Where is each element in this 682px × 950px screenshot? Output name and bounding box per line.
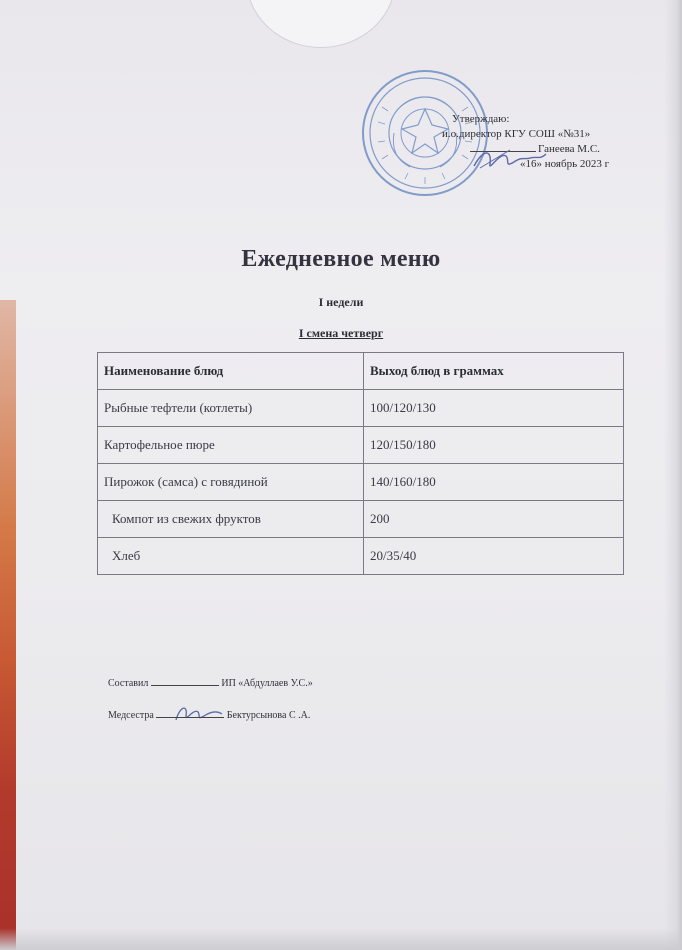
- dish-weight: 20/35/40: [364, 538, 624, 575]
- dish-weight: 120/150/180: [364, 427, 624, 464]
- header-portion-weight: Выход блюд в граммах: [364, 353, 624, 390]
- header-dish-name: Наименование блюд: [98, 353, 364, 390]
- approval-date: «16» ноябрь 2023 г: [520, 158, 610, 170]
- background-strip: [0, 300, 16, 950]
- table-row: [98, 390, 624, 427]
- approval-heading: Утверждаю:: [452, 113, 510, 125]
- dish-name: Хлеб: [98, 538, 364, 575]
- table-row: [98, 538, 624, 575]
- table-row: [98, 427, 624, 464]
- approver-name: Ганеева М.С.: [538, 143, 600, 155]
- dish-name: Картофельное пюре: [98, 427, 364, 464]
- table-row: [98, 501, 624, 538]
- approval-position: и.о.директор КГУ СОШ «№31»: [442, 128, 591, 140]
- dish-name: Компот из свежих фруктов: [98, 501, 364, 538]
- nurse-name: Бектурсынова С .А.: [226, 710, 311, 721]
- week-label: I недели: [318, 295, 364, 309]
- dish-name: Пирожок (самса) с говядиной: [98, 464, 364, 501]
- compiled-signature-blank: [151, 685, 219, 686]
- sheet-edge-right: [664, 0, 682, 950]
- table-row: [98, 464, 624, 501]
- nurse-label: Медсестра: [108, 710, 154, 721]
- dish-weight: 100/120/130: [364, 390, 624, 427]
- menu-table: [97, 352, 624, 575]
- dish-name: Рыбные тефтели (котлеты): [98, 390, 364, 427]
- sheet-edge-bottom: [0, 928, 682, 950]
- folder-cutout: [246, 0, 396, 48]
- compiled-by-line: [108, 678, 313, 689]
- nurse-signature-blank: [156, 717, 224, 718]
- page-title: Ежедневное меню: [241, 246, 441, 272]
- dish-weight: 200: [364, 501, 624, 538]
- shift-label: I смена четверг: [298, 326, 384, 340]
- dish-weight: 140/160/180: [364, 464, 624, 501]
- compiled-name: ИП «Абдуллаев У.С.»: [221, 678, 313, 689]
- handwritten-signature: [470, 138, 550, 178]
- table-header-row: [98, 353, 624, 390]
- compiled-label: Составил: [108, 678, 149, 689]
- nurse-line: [108, 710, 310, 721]
